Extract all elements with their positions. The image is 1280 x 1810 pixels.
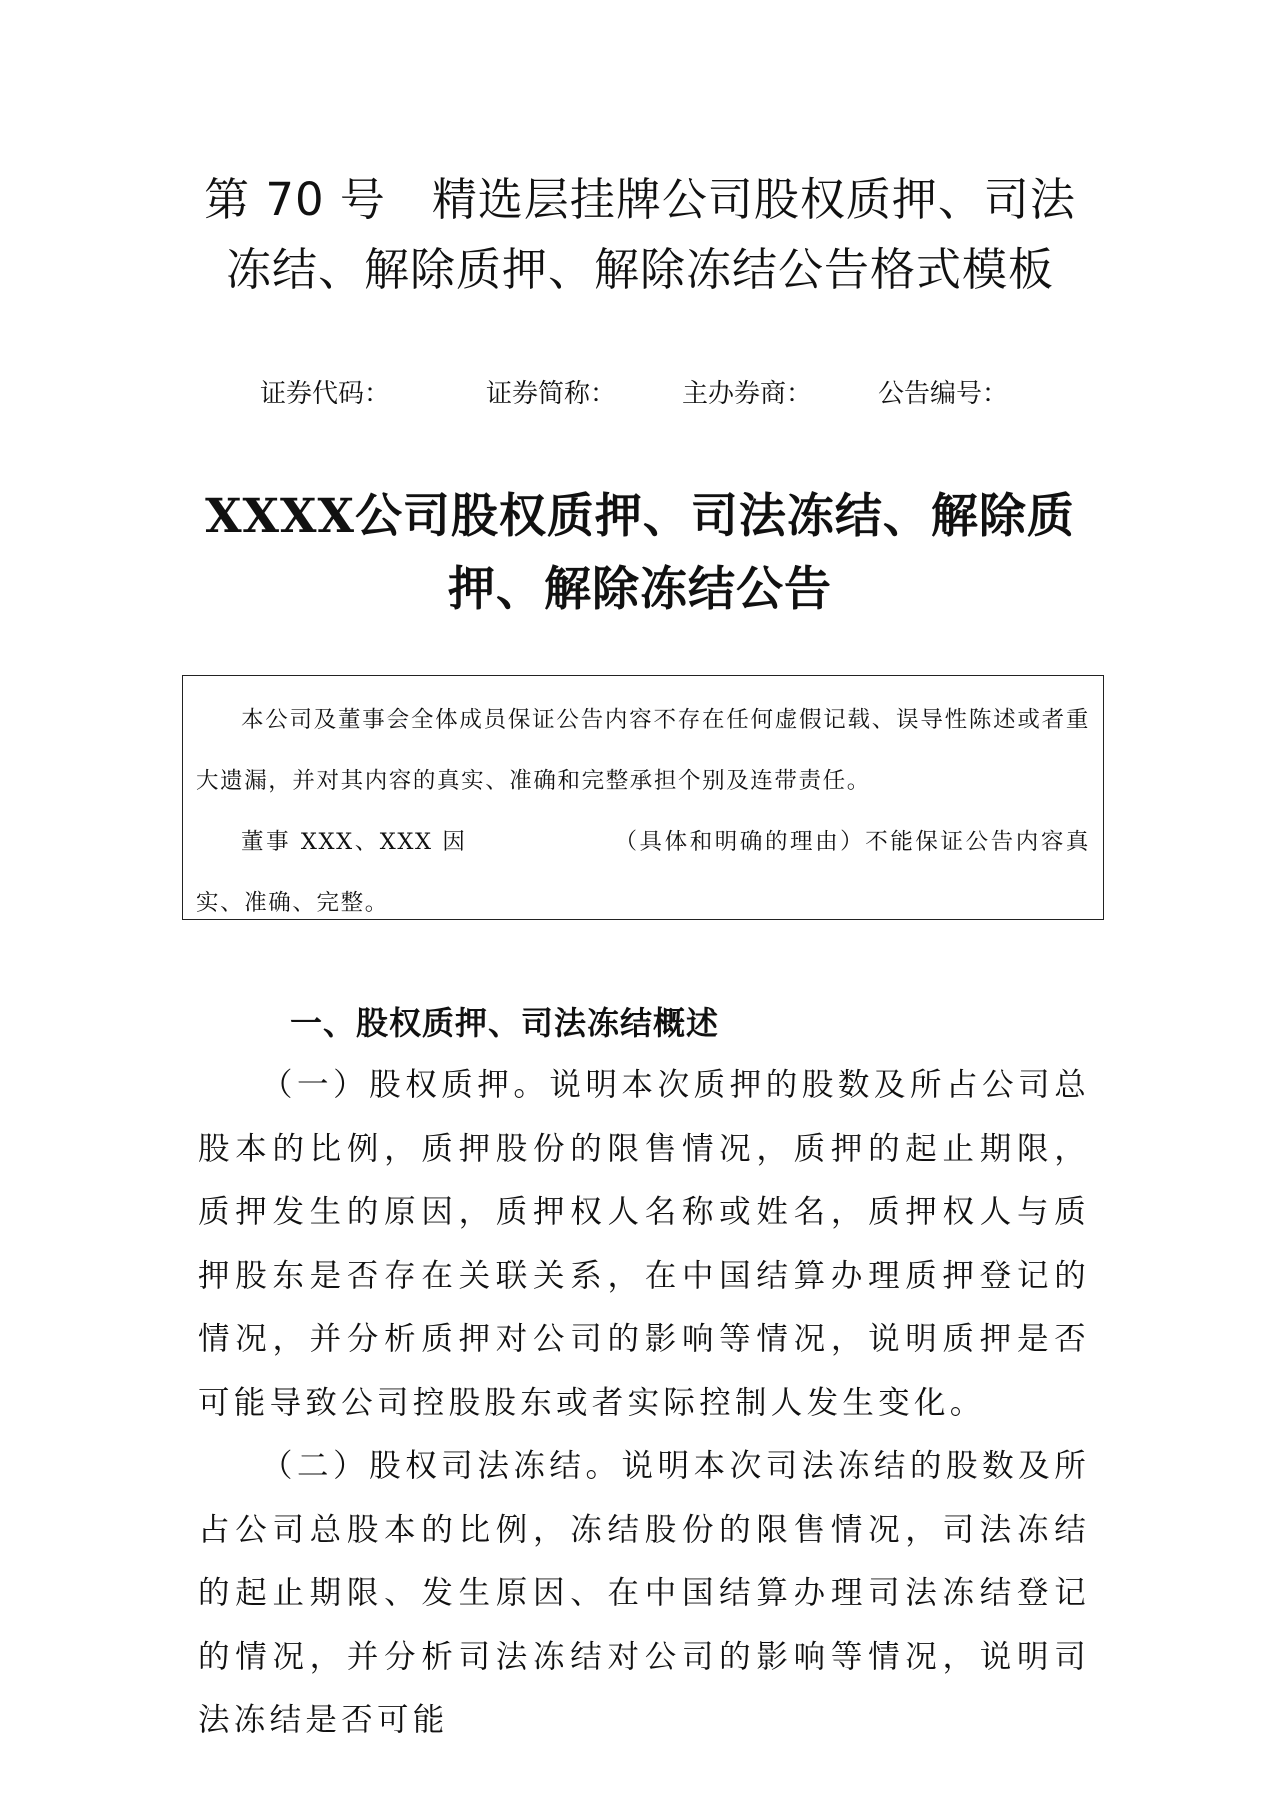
sponsor-label: 主办券商： — [682, 379, 813, 409]
announcement-number-label: 公告编号： — [878, 379, 1009, 409]
company-placeholder: XXXX — [205, 489, 355, 544]
securities-abbr-label: 证券简称： — [486, 379, 617, 409]
disclaimer-reason-text: （具体和明确的理由）不能保证公告内容真实、准确、完整。 — [196, 829, 1090, 916]
disclaimer-paragraph-2 — [196, 812, 1090, 934]
announcement-title-line-2: 押、解除冻结公告 — [448, 562, 832, 617]
announcement-title-line-1 — [160, 480, 1120, 553]
disclaimer-box — [182, 675, 1104, 920]
announcement-meta-row — [260, 374, 1008, 414]
template-title-line-2: 冻结、解除质押、解除冻结公告格式模板 — [225, 243, 1054, 296]
announcement-title — [160, 480, 1120, 626]
section-1-body — [198, 1054, 1090, 1753]
announcement-title-line-1-rest: 公司股权质押、司法冻结、解除质 — [354, 489, 1075, 544]
section-1-heading: 一、股权质押、司法冻结概述 — [290, 1004, 720, 1042]
equity-pledge-paragraph: （一）股权质押。说明本次质押的股数及所占公司总股本的比例，质押股份的限售情况，质押的起止期限，质押发生的原因，质押权人名称或姓名，质押权人与质押股东是否存在关联关系，在中国结算办理质押登记的情况，并分析质押对公司的影响等情况，说明质押是否可能导致公司控股股东或者实际控制人发生变化。 — [198, 1067, 1090, 1421]
template-title — [160, 165, 1120, 305]
disclaimer-director-names: 董事 XXX、XXX 因 — [241, 829, 468, 855]
securities-code-label: 证券代码： — [260, 379, 391, 409]
template-title-line-1: 第 70 号 精选层挂牌公司股权质押、司法 — [204, 173, 1076, 226]
judicial-freeze-paragraph: （二）股权司法冻结。说明本次司法冻结的股数及所占公司总股本的比例，冻结股份的限售情况，司法冻结的起止期限、发生原因、在中国结算办理司法冻结登记的情况，并分析司法冻结对公司的影响等情况，说明司法冻结是否可能 — [198, 1448, 1090, 1738]
disclaimer-paragraph-1: 本公司及董事会全体成员保证公告内容不存在任何虚假记载、误导性陈述或者重大遗漏，并对其内容的真实、准确和完整承担个别及连带责任。 — [196, 707, 1090, 794]
